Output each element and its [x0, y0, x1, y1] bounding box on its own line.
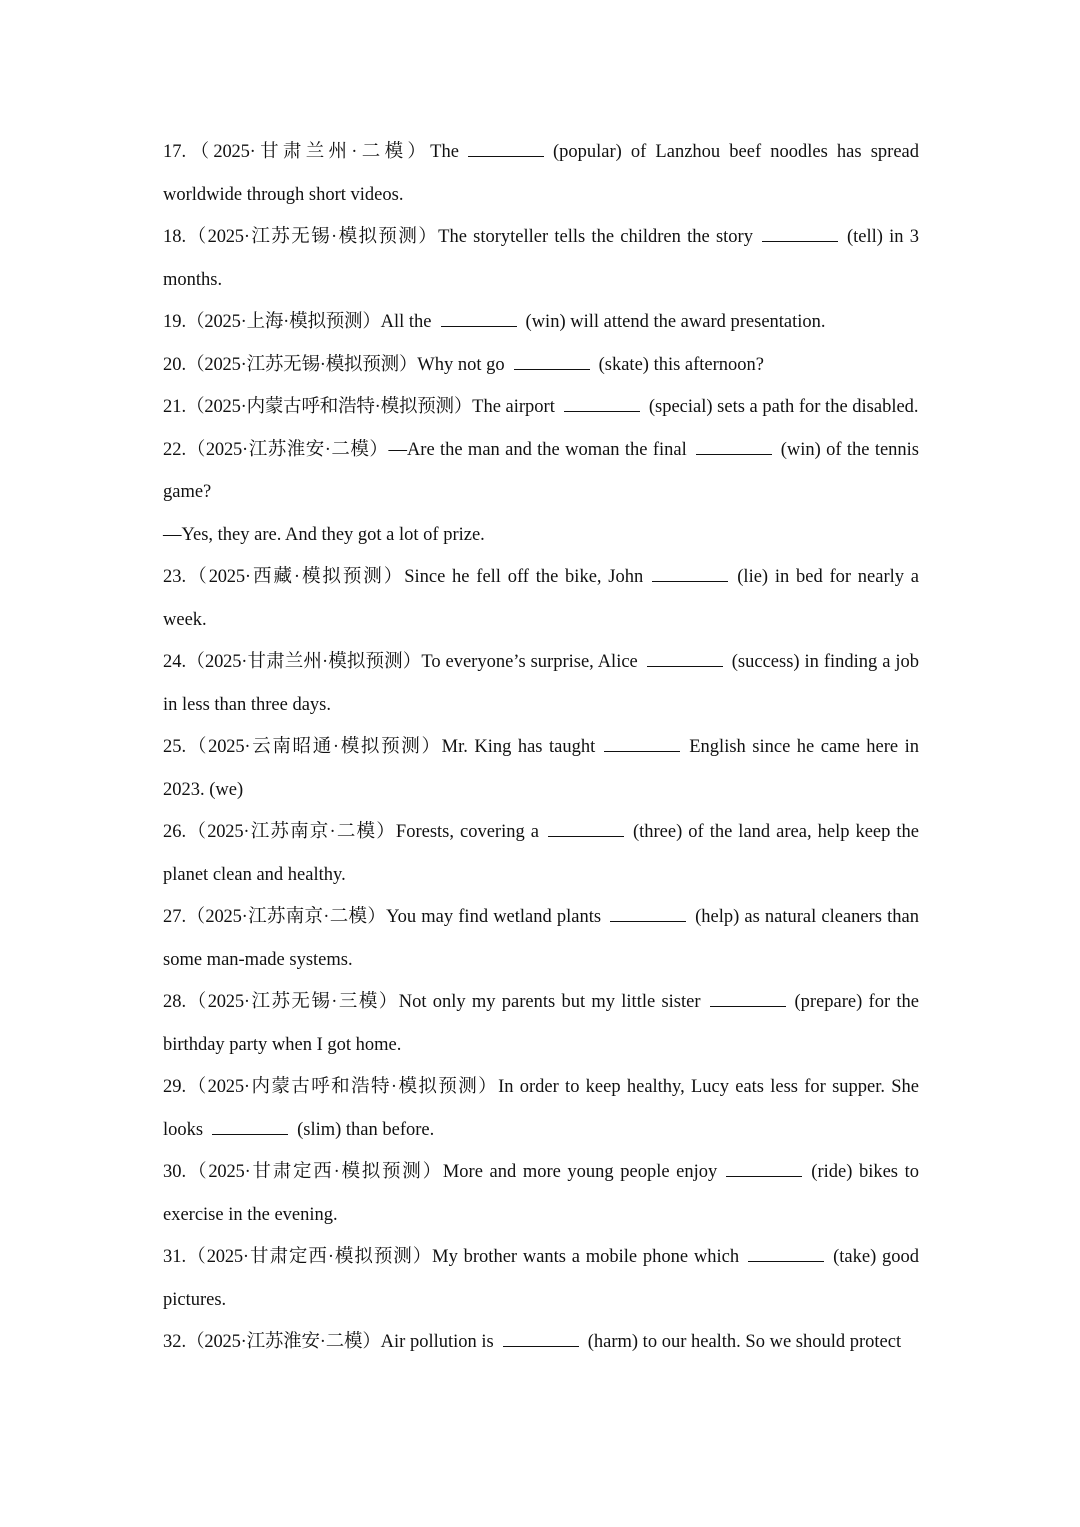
question-number: 29. — [163, 1077, 187, 1097]
question-source: （2025·甘肃兰州·模拟预测） — [186, 652, 422, 672]
question-text-before: Mr. King has taught — [441, 737, 596, 757]
question-text-before: Air pollution is — [380, 1332, 494, 1352]
question-20 — [163, 344, 919, 387]
answer-blank[interactable] — [647, 647, 723, 667]
question-text-after: (win) will attend the award presentation. — [525, 312, 826, 332]
question-source: （2025·江苏无锡·模拟预测） — [186, 227, 439, 247]
question-26 — [163, 811, 919, 896]
question-source: （2025·上海·模拟预测） — [186, 312, 381, 332]
question-text-before: My brother wants a mobile phone which — [432, 1247, 740, 1267]
question-list — [163, 131, 919, 1364]
question-source: （2025·内蒙古呼和浩特·模拟预测） — [186, 397, 473, 417]
question-text-before: —Are the man and the woman the final — [388, 439, 687, 460]
answer-blank[interactable] — [762, 222, 838, 242]
question-22-reply: —Yes, they are. And they got a lot of prize. — [163, 524, 485, 545]
question-number: 20. — [163, 354, 187, 375]
question-24 — [163, 641, 919, 726]
question-25 — [163, 726, 919, 811]
question-text-before: To everyone’s surprise, Alice — [421, 652, 638, 672]
question-31 — [163, 1236, 919, 1321]
question-text-after: (success) in finding a job in less than three days. — [163, 652, 919, 715]
question-text-before: The storyteller tells the children the story — [438, 227, 753, 247]
question-number: 17. — [163, 142, 187, 162]
question-number: 21. — [163, 397, 187, 417]
question-number: 23. — [163, 567, 187, 587]
answer-blank[interactable] — [468, 137, 544, 157]
question-number: 30. — [163, 1162, 187, 1182]
answer-blank[interactable] — [610, 902, 686, 922]
question-18 — [163, 216, 919, 301]
question-text-after: (help) as natural cleaners than some man-made systems. — [163, 907, 919, 970]
question-number: 32. — [163, 1332, 187, 1352]
answer-blank[interactable] — [441, 307, 517, 327]
question-source: （2025·内蒙古呼和浩特·模拟预测） — [186, 1077, 499, 1097]
answer-blank[interactable] — [652, 562, 728, 582]
answer-blank[interactable] — [514, 350, 590, 370]
question-text-before: Why not go — [417, 354, 505, 375]
question-21 — [163, 386, 919, 429]
question-text-before: The — [430, 142, 459, 162]
question-source: （2025·江苏南京·二模） — [186, 822, 396, 842]
question-27 — [163, 896, 919, 981]
question-29 — [163, 1066, 919, 1151]
question-text-after: (skate) this afternoon? — [598, 354, 765, 375]
answer-blank[interactable] — [503, 1327, 579, 1347]
question-number: 24. — [163, 652, 187, 672]
question-text-after: (special) sets a path for the disabled. — [648, 397, 919, 417]
question-text-after: (win) of the tennis game? — [163, 439, 920, 502]
question-text-before: Forests, covering a — [395, 822, 539, 842]
answer-blank[interactable] — [548, 817, 624, 837]
question-22 — [163, 429, 919, 514]
question-source: （2025·甘肃定西·模拟预测） — [186, 1247, 433, 1267]
question-19 — [163, 301, 919, 344]
question-number: 27. — [163, 907, 187, 927]
question-32 — [163, 1321, 919, 1364]
answer-blank[interactable] — [696, 435, 772, 455]
question-text-before: Since he fell off the bike, John — [404, 567, 644, 587]
question-number: 28. — [163, 992, 187, 1012]
question-text-before: All the — [380, 312, 432, 332]
question-text-before: More and more young people enjoy — [442, 1162, 718, 1182]
question-number: 22. — [163, 439, 187, 460]
question-source: （2025·江苏无锡·模拟预测） — [186, 354, 418, 375]
answer-blank[interactable] — [564, 392, 640, 412]
answer-blank[interactable] — [710, 987, 786, 1007]
question-source: （2025·江苏淮安·二模） — [186, 439, 389, 460]
question-source: （2025·甘肃兰州·二模） — [186, 142, 431, 162]
question-text-after: (ride) bikes to exercise in the evening. — [163, 1162, 919, 1225]
question-number: 26. — [163, 822, 187, 842]
question-text-after: (prepare) for the birthday party when I got home. — [163, 992, 919, 1055]
question-text-after: (harm) to our health. So we should protect — [587, 1332, 902, 1352]
question-text-after: (take) good pictures. — [163, 1247, 920, 1310]
answer-blank[interactable] — [726, 1157, 802, 1177]
question-source: （2025·江苏淮安·二模） — [186, 1332, 381, 1352]
question-number: 19. — [163, 312, 187, 332]
question-number: 31. — [163, 1247, 187, 1267]
question-text-before: In order to keep healthy, Lucy eats less for supper. She looks — [163, 1077, 919, 1140]
question-17 — [163, 131, 919, 216]
question-number: 18. — [163, 227, 187, 247]
question-text-before: You may find wetland plants — [386, 907, 602, 927]
question-23 — [163, 556, 919, 641]
question-text-before: Not only my parents but my little sister — [398, 992, 701, 1012]
question-source: （2025·甘肃定西·模拟预测） — [186, 1162, 443, 1182]
answer-blank[interactable] — [604, 732, 680, 752]
question-number: 25. — [163, 737, 187, 757]
question-source: （2025·江苏无锡·三模） — [186, 992, 399, 1012]
question-text-after: (tell) in 3 months. — [163, 227, 920, 290]
question-28 — [163, 981, 919, 1066]
question-text-before: The airport — [472, 397, 555, 417]
question-text-after: English since he came here in 2023. (we) — [163, 737, 919, 800]
question-source: （2025·江苏南京·二模） — [186, 907, 387, 927]
question-source: （2025·西藏·模拟预测） — [186, 567, 405, 587]
question-text-after: (popular) of Lanzhou beef noodles has spread worldwide through short videos. — [163, 142, 919, 205]
question-text-after: (slim) than before. — [297, 1119, 435, 1140]
question-text-after: (three) of the land area, help keep the planet clean and healthy. — [163, 822, 920, 885]
question-30 — [163, 1151, 919, 1236]
question-text-after: (lie) in bed for nearly a week. — [163, 567, 920, 630]
answer-blank[interactable] — [748, 1242, 824, 1262]
answer-blank[interactable] — [212, 1115, 288, 1135]
question-source: （2025·云南昭通·模拟预测） — [186, 737, 442, 757]
